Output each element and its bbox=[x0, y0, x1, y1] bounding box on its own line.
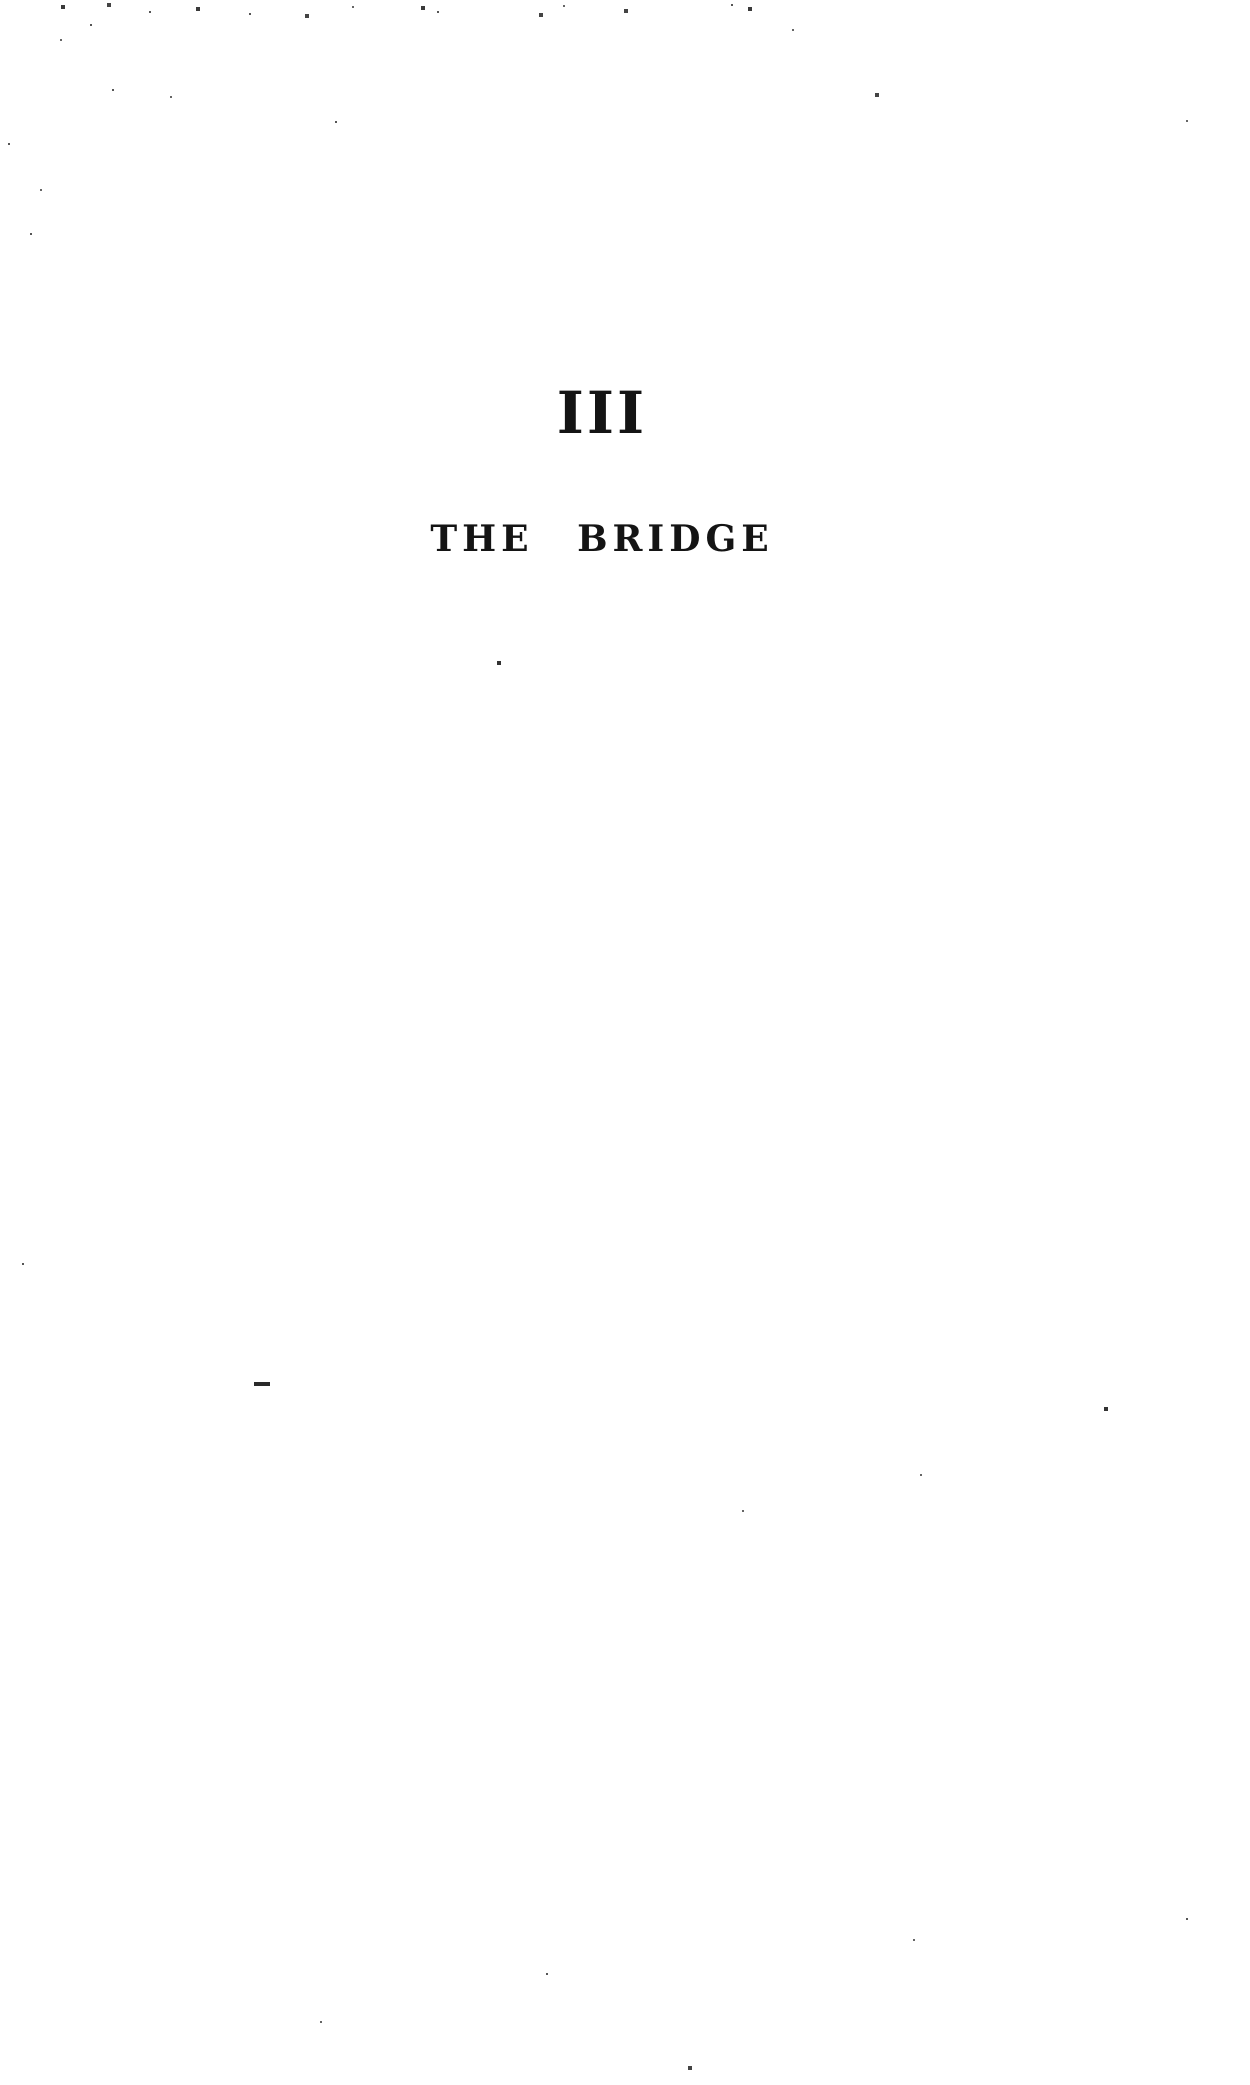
scan-speckles bbox=[0, 0, 2, 2]
chapter-number: III bbox=[556, 379, 648, 447]
chapter-title: THE BRIDGE bbox=[430, 518, 774, 560]
scan-artifact-dash bbox=[254, 1382, 270, 1386]
